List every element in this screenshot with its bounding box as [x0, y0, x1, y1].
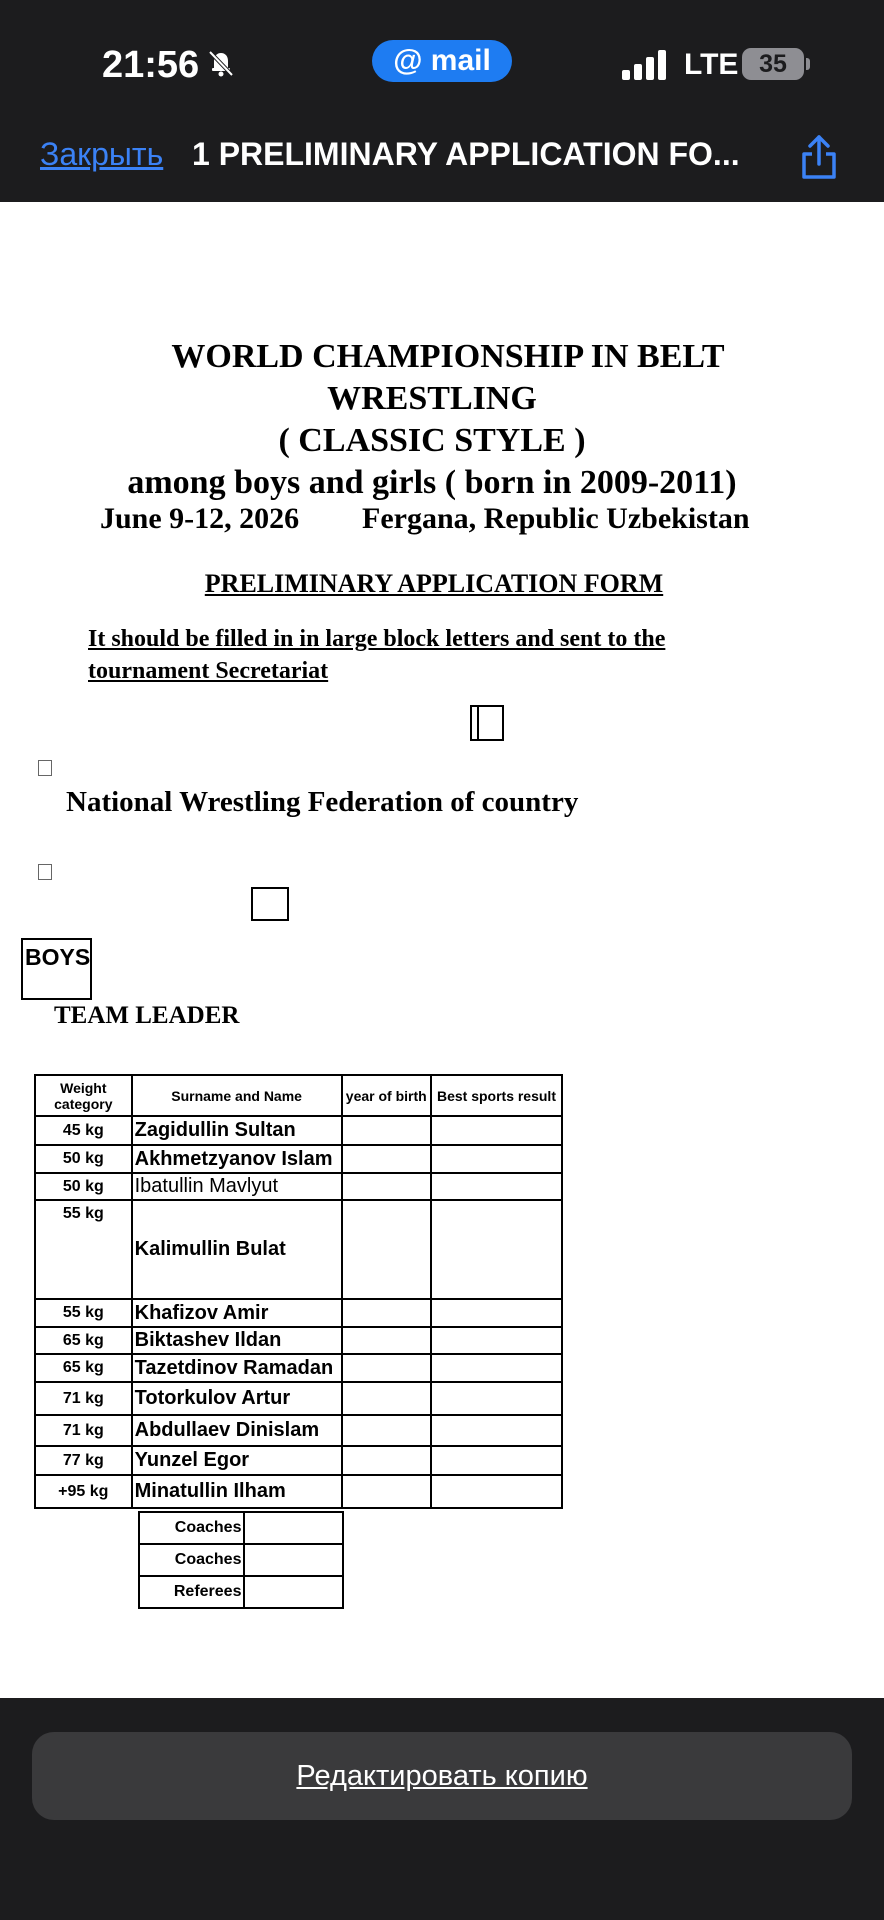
name-cell: Yunzel Egor: [132, 1446, 342, 1475]
birth-cell: [342, 1327, 431, 1354]
signal-icon: [622, 50, 668, 80]
header-result: Best sports result: [431, 1075, 562, 1116]
birth-cell: [342, 1200, 431, 1299]
header-name: Surname and Name: [132, 1075, 342, 1116]
battery-icon: 35: [742, 48, 804, 80]
weight-cell: 65 kg: [35, 1354, 132, 1382]
bell-slash-icon: [206, 48, 236, 78]
result-cell: [431, 1327, 562, 1354]
staff-role: Coaches: [139, 1512, 244, 1544]
staff-role: Coaches: [139, 1544, 244, 1576]
weight-cell: 50 kg: [35, 1145, 132, 1173]
birth-cell: [342, 1116, 431, 1145]
event-place: Fergana, Republic Uzbekistan: [362, 502, 750, 535]
table-row: [35, 1327, 562, 1354]
nav-bar: [0, 118, 884, 202]
staff-table: [138, 1511, 344, 1609]
instructions: It should be filled in in large block letters and sent to the tournament Secretariat: [88, 626, 666, 684]
battery-tip: [806, 58, 810, 70]
result-cell: [431, 1354, 562, 1382]
event-date: June 9-12, 2026: [100, 502, 300, 535]
table-row: [35, 1382, 562, 1415]
birth-cell: [342, 1173, 431, 1200]
table-row: [35, 1299, 562, 1327]
form-checkbox-1: [470, 705, 504, 741]
staff-row: [139, 1576, 343, 1608]
birth-cell: [342, 1475, 431, 1508]
table-row: [35, 1446, 562, 1475]
name-cell: Biktashev Ildan: [132, 1327, 342, 1354]
result-cell: [431, 1173, 562, 1200]
staff-value: [244, 1512, 343, 1544]
name-cell: Ibatullin Mavlyut: [132, 1173, 342, 1200]
status-bar: [0, 0, 884, 118]
checkbox-divider: [477, 707, 479, 739]
result-cell: [431, 1299, 562, 1327]
staff-value: [244, 1576, 343, 1608]
weight-cell: 55 kg: [35, 1200, 132, 1299]
table-row: [35, 1116, 562, 1145]
name-cell: Abdullaev Dinislam: [132, 1415, 342, 1446]
mail-app-pill[interactable]: @ mail: [372, 40, 512, 82]
name-cell: Tazetdinov Ramadan: [132, 1354, 342, 1382]
result-cell: [431, 1475, 562, 1508]
name-cell: Khafizov Amir: [132, 1299, 342, 1327]
table-header-row: [35, 1075, 562, 1116]
result-cell: [431, 1116, 562, 1145]
close-button[interactable]: Закрыть: [40, 136, 164, 172]
weight-cell: 50 kg: [35, 1173, 132, 1200]
table-row: [35, 1415, 562, 1446]
marker-box-2: [38, 864, 52, 880]
weight-cell: 65 kg: [35, 1327, 132, 1354]
result-cell: [431, 1382, 562, 1415]
name-cell: Akhmetzyanov Islam: [132, 1145, 342, 1173]
birth-cell: [342, 1299, 431, 1327]
result-cell: [431, 1200, 562, 1299]
table-row: [35, 1475, 562, 1508]
table-row: [35, 1145, 562, 1173]
name-cell: Kalimullin Bulat: [132, 1200, 342, 1299]
boys-label: BOYS: [21, 938, 92, 1000]
document-title: 1 PRELIMINARY APPLICATION FO...: [192, 136, 740, 172]
table-row: [35, 1173, 562, 1200]
weight-cell: 71 kg: [35, 1415, 132, 1446]
network-type: LTE: [684, 48, 739, 81]
result-cell: [431, 1145, 562, 1173]
form-title: PRELIMINARY APPLICATION FORM: [204, 569, 664, 598]
form-checkbox-2: [251, 887, 289, 921]
marker-box-1: [38, 760, 52, 776]
title-line-4: among boys and girls ( born in 2009-2011): [127, 464, 737, 501]
header-birth: year of birth: [342, 1075, 431, 1116]
weight-cell: 71 kg: [35, 1382, 132, 1415]
table-row: [35, 1354, 562, 1382]
federation-label: National Wrestling Federation of country: [66, 786, 579, 818]
title-line-2: WRESTLING: [327, 380, 537, 417]
title-line-1: WORLD CHAMPIONSHIP IN BELT: [171, 338, 725, 375]
birth-cell: [342, 1382, 431, 1415]
result-cell: [431, 1415, 562, 1446]
name-cell: Minatullin Ilham: [132, 1475, 342, 1508]
weight-cell: 55 kg: [35, 1299, 132, 1327]
birth-cell: [342, 1415, 431, 1446]
name-cell: Totorkulov Artur: [132, 1382, 342, 1415]
header-weight: Weight category: [35, 1075, 132, 1116]
birth-cell: [342, 1446, 431, 1475]
name-cell: Zagidullin Sultan: [132, 1116, 342, 1145]
title-line-3: ( CLASSIC STYLE ): [278, 422, 586, 459]
document-page: [0, 202, 884, 1698]
weight-cell: 45 kg: [35, 1116, 132, 1145]
birth-cell: [342, 1354, 431, 1382]
clock: 21:56: [102, 44, 200, 86]
result-cell: [431, 1446, 562, 1475]
bottom-bar: [0, 1698, 884, 1920]
athletes-table: [34, 1074, 563, 1509]
birth-cell: [342, 1145, 431, 1173]
staff-row: [139, 1544, 343, 1576]
staff-value: [244, 1544, 343, 1576]
weight-cell: 77 kg: [35, 1446, 132, 1475]
share-icon[interactable]: [800, 134, 838, 180]
staff-row: [139, 1512, 343, 1544]
edit-copy-button[interactable]: Редактировать копию: [32, 1732, 852, 1820]
table-row: [35, 1200, 562, 1299]
weight-cell: +95 kg: [35, 1475, 132, 1508]
staff-role: Referees: [139, 1576, 244, 1608]
team-leader-label: TEAM LEADER: [54, 1002, 240, 1029]
